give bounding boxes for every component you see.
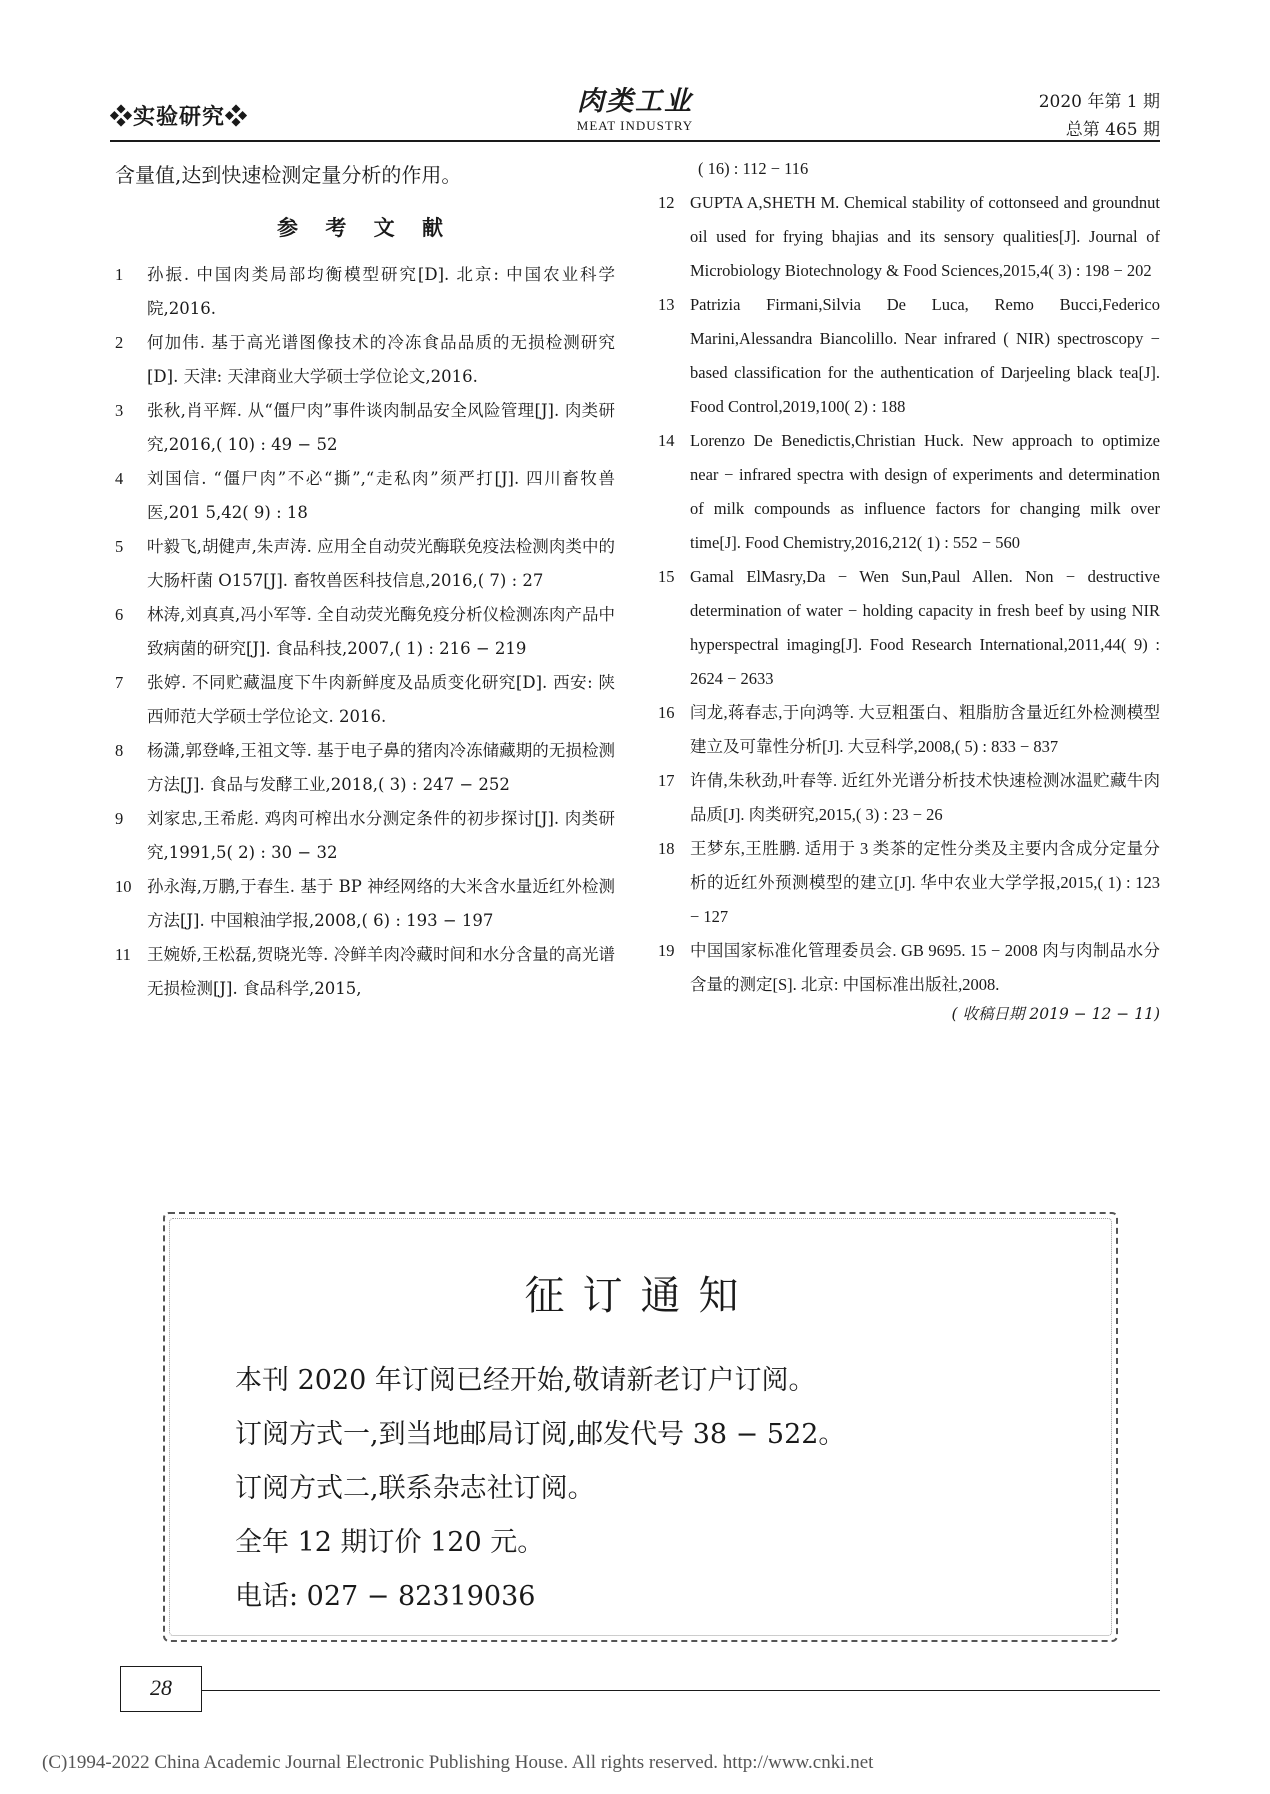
notice-title: 征订通知 [524, 1273, 757, 1319]
journal-name-en: MEAT INDUSTRY [576, 118, 694, 133]
reference-item [658, 424, 1160, 560]
reference-number: 3 [115, 401, 124, 420]
reference-text: 刘国信. “僵尸肉”不必“撕”,“走私肉”须严打[J]. 四川畜牧兽医,201 5,42( 9) : 18 [147, 469, 615, 522]
reference-number: 2 [115, 333, 124, 352]
header-rule [110, 140, 1160, 142]
reference-text: 刘家忠,王希彪. 鸡肉可榨出水分测定条件的初步探讨[J]. 肉类研究,1991,5( 2) : 30 − 32 [147, 809, 615, 862]
reference-item [658, 934, 1160, 1002]
reference-item [115, 802, 615, 870]
reference-number: 9 [115, 809, 124, 828]
reference-text: 林涛,刘真真,冯小军等. 全自动荧光酶免疫分析仪检测冻肉产品中致病菌的研究[J]. 食品科技,2007,( 1) : 216 − 219 [147, 605, 615, 658]
reference-item [658, 186, 1160, 288]
reference-text: 许倩,朱秋劲,叶春等. 近红外光谱分析技术快速检测冰温贮藏牛肉品质[J]. 肉类研究,2015,( 3) : 23 − 26 [690, 771, 1160, 824]
journal-masthead [535, 86, 735, 134]
reference-text: 王婉娇,王松磊,贺晓光等. 冷鲜羊肉冷藏时间和水分含量的高光谱无损检测[J]. 食品科学,2015, [147, 945, 615, 998]
total-issue-number: 总第 465 期 [1065, 120, 1160, 140]
section-label: ❖实验研究❖ [110, 104, 249, 130]
reference-continuation: ( 16) : 112 − 116 [698, 159, 809, 178]
reference-text: Gamal ElMasry,Da − Wen Sun,Paul Allen. Non − destructive determination of water − holding capacity in fresh beef by using NIR hyperspectral imaging[J]. Food Research International,2011,44( 9) : 2624 − 2633 [690, 567, 1160, 688]
reference-item [115, 938, 615, 1006]
journal-logo: 肉类工业 [577, 86, 693, 117]
reference-item [115, 870, 615, 938]
reference-text: 何加伟. 基于高光谱图像技术的冷冻食品品质的无损检测研究[D]. 天津: 天津商业大学硕士学位论文,2016. [147, 333, 615, 386]
reference-number: 8 [115, 741, 124, 760]
notice-line: 订阅方式一,到当地邮局订阅,邮发代号 38 − 522。 [235, 1419, 846, 1450]
reference-number: 15 [658, 567, 675, 586]
reference-item [115, 326, 615, 394]
reference-number: 14 [658, 431, 675, 450]
page-number: 28 [120, 1666, 202, 1712]
reference-item [115, 462, 615, 530]
references-list-left [115, 258, 615, 1006]
reference-item [115, 734, 615, 802]
issue-number: 2020 年第 1 期 [1038, 92, 1160, 112]
reference-text: 叶毅飞,胡健声,朱声涛. 应用全自动荧光酶联免疫法检测肉类中的大肠杆菌 O157[J]. 畜牧兽医科技信息,2016,( 7) : 27 [147, 537, 615, 590]
reference-number: 16 [658, 703, 675, 722]
reference-text: GUPTA A,SHETH M. Chemical stability of cottonseed and groundnut oil used for frying bhajias and its sensory qualities[J]. Journal of Microbiology Biotechnology & Food Sciences,2015,4( 3) : 198 − 202 [690, 193, 1160, 280]
reference-number: 11 [115, 945, 131, 964]
left-column [115, 160, 615, 1006]
reference-number: 12 [658, 193, 675, 212]
issue-info [1039, 88, 1160, 144]
reference-item [115, 394, 615, 462]
notice-line: 全年 12 期订价 120 元。 [235, 1527, 545, 1558]
reference-item [115, 666, 615, 734]
reference-item [658, 764, 1160, 832]
subscription-notice [163, 1212, 1118, 1642]
footer-rule [202, 1690, 1160, 1691]
right-column [658, 160, 1160, 1024]
reference-text: Lorenzo De Benedictis,Christian Huck. New approach to optimize near − infrared spectra with design of experiments and determination of milk compounds as influence factors for changing milk over time[J]. Food Chemistry,2016,212( 1) : 552 − 560 [690, 431, 1160, 552]
reference-number: 4 [115, 469, 124, 488]
reference-number: 1 [115, 265, 124, 284]
reference-item [658, 288, 1160, 424]
reference-number: 13 [658, 295, 675, 314]
references-heading: 参 考 文 献 [277, 215, 453, 240]
reference-number: 17 [658, 771, 675, 790]
reference-number: 6 [115, 605, 124, 624]
reference-item [115, 530, 615, 598]
notice-line: 订阅方式二,联系杂志社订阅。 [235, 1473, 595, 1504]
references-list-right [658, 186, 1160, 1002]
reference-text: 王梦东,王胜鹏. 适用于 3 类茶的定性分类及主要内含成分定量分析的近红外预测模型的建立[J]. 华中农业大学学报,2015,( 1) : 123 − 127 [690, 839, 1160, 926]
reference-item [658, 560, 1160, 696]
reference-number: 7 [115, 673, 124, 692]
reference-item [658, 696, 1160, 764]
reference-text: 孙永海,万鹏,于春生. 基于 BP 神经网络的大米含水量近红外检测方法[J]. 中国粮油学报,2008,( 6) : 193 − 197 [147, 877, 615, 930]
received-date: ( 收稿日期 2019 − 12 − 11) [951, 1005, 1160, 1023]
reference-item [115, 598, 615, 666]
reference-item [115, 258, 615, 326]
reference-number: 19 [658, 941, 675, 960]
copyright-notice: (C)1994-2022 China Academic Journal Electronic Publishing House. All rights reserved. http://www.cnki.net [42, 1752, 874, 1773]
reference-text: 孙振. 中国肉类局部均衡模型研究[D]. 北京: 中国农业科学院,2016. [147, 265, 615, 318]
reference-text: Patrizia Firmani,Silvia De Luca, Remo Bucci,Federico Marini,Alessandra Biancolillo. Near infrared ( NIR) spectroscopy − based classification for the authentication of Darjeeling black tea[J]. Food Control,2019,100( 2) : 188 [690, 295, 1160, 416]
reference-text: 杨潇,郭登峰,王祖文等. 基于电子鼻的猪肉冷冻储藏期的无损检测方法[J]. 食品与发酵工业,2018,( 3) : 247 − 252 [147, 741, 615, 794]
notice-body [235, 1354, 845, 1624]
reference-text: 中国国家标准化管理委员会. GB 9695. 15 − 2008 肉与肉制品水分含量的测定[S]. 北京: 中国标准出版社,2008. [690, 941, 1160, 994]
reference-text: 张婷. 不同贮藏温度下牛肉新鲜度及品质变化研究[D]. 西安: 陕西师范大学硕士学位论文. 2016. [147, 673, 615, 726]
reference-text: 张秋,肖平辉. 从“僵尸肉”事件谈肉制品安全风险管理[J]. 肉类研究,2016,( 10) : 49 − 52 [147, 401, 615, 454]
reference-number: 5 [115, 537, 124, 556]
reference-item [658, 832, 1160, 934]
reference-text: 闫龙,蒋春志,于向鸿等. 大豆粗蛋白、粗脂肪含量近红外检测模型建立及可靠性分析[J]. 大豆科学,2008,( 5) : 833 − 837 [690, 703, 1160, 756]
notice-line: 本刊 2020 年订阅已经开始,敬请新老订户订阅。 [235, 1365, 816, 1396]
reference-number: 10 [115, 877, 132, 896]
notice-phone: 电话: 027 − 82319036 [235, 1581, 536, 1612]
reference-number: 18 [658, 839, 675, 858]
intro-text: 含量值,达到快速检测定量分析的作用。 [115, 163, 462, 187]
